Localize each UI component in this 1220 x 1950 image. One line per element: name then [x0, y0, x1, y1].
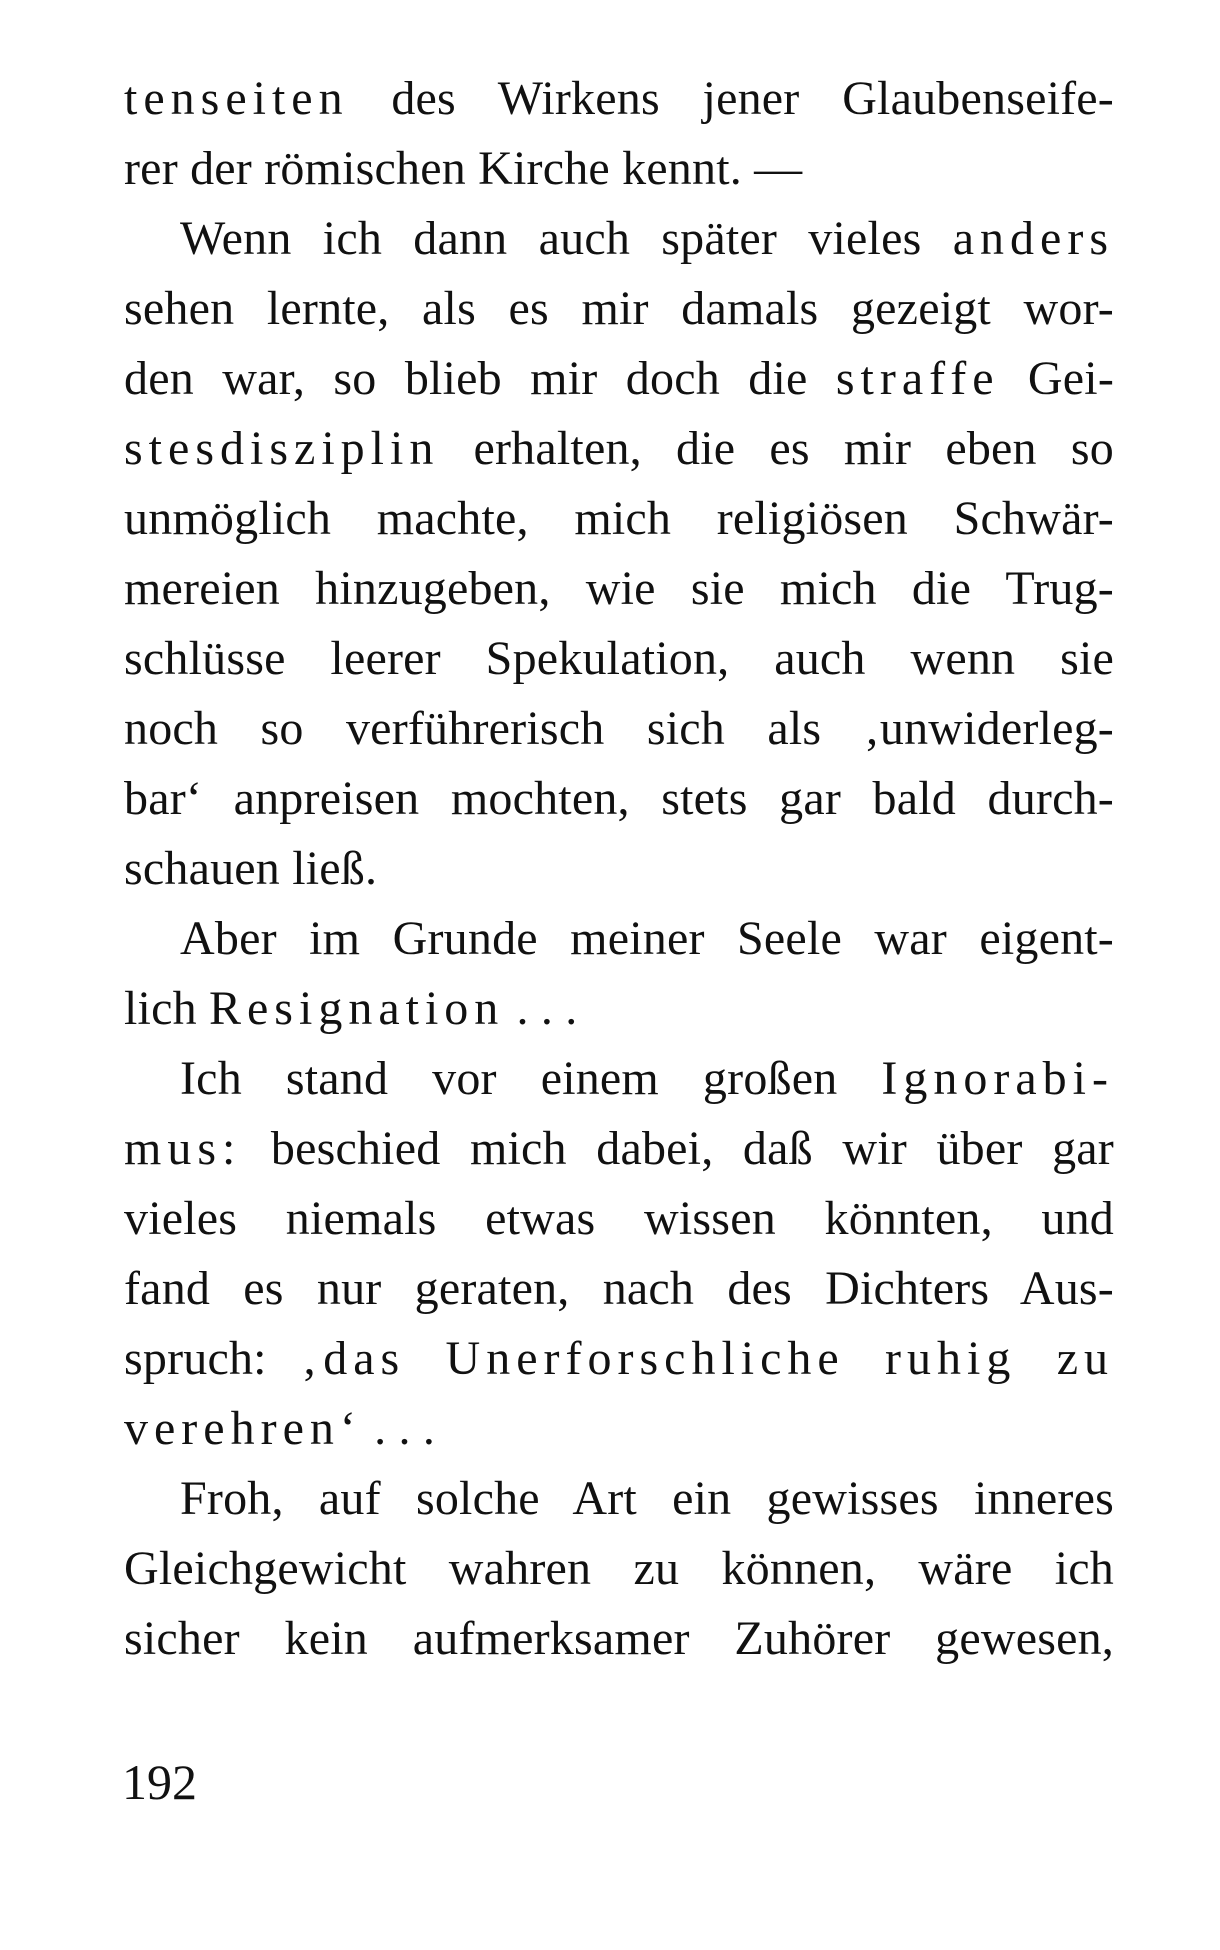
text-segment: Froh, auf solche Art ein gewisses inneres	[180, 1472, 1114, 1525]
spaced-emphasis-text: anders	[952, 212, 1114, 265]
spaced-emphasis-text: stesdisziplin	[124, 422, 440, 475]
text-segment: erhalten, die es mir eben so	[439, 422, 1114, 475]
text-line	[124, 274, 1114, 344]
text-segment: mereien hinzugeben, wie sie mich die Trug-	[124, 562, 1114, 615]
text-segment: sicher kein aufmerksamer Zuhörer gewesen,	[124, 1612, 1114, 1665]
text-segment: Gleichgewicht wahren zu können, wäre ich	[124, 1542, 1114, 1595]
text-line	[124, 1534, 1114, 1604]
text-segment: des Wirkens jener Glaubenseife-	[348, 72, 1114, 125]
text-segment: lich	[124, 982, 209, 1035]
text-line	[124, 554, 1114, 624]
text-line	[124, 1254, 1114, 1324]
text-line	[124, 134, 1114, 204]
text-segment: Wenn ich dann auch später vieles	[180, 212, 953, 265]
text-segment: beschied mich dabei, daß wir über gar	[241, 1122, 1114, 1175]
spaced-emphasis-text: mus:	[124, 1122, 242, 1175]
text-line	[124, 904, 1114, 974]
text-segment: schlüsse leerer Spekulation, auch wenn sie	[124, 632, 1114, 685]
text-line	[124, 1324, 1114, 1394]
text-line	[124, 694, 1114, 764]
text-line	[124, 834, 1114, 904]
text-segment: schauen ließ.	[124, 842, 378, 895]
text-segment: . . .	[504, 982, 578, 1035]
spaced-emphasis-text: Ignorabi-	[881, 1052, 1114, 1105]
text-segment: noch so verführerisch sich als ‚unwiderleg-	[124, 702, 1114, 755]
text-line	[124, 204, 1114, 274]
page-number: 192	[122, 1754, 197, 1810]
text-segment: rer der römischen Kirche kennt. —	[124, 142, 803, 195]
spaced-emphasis-text: tenseiten	[124, 72, 349, 125]
text-segment: Aber im Grunde meiner Seele war eigent-	[180, 912, 1114, 965]
text-line	[124, 1464, 1114, 1534]
text-segment: Ich stand vor einem großen	[180, 1052, 882, 1105]
spaced-emphasis-text: ‚das Unerforschliche ruhig zu	[301, 1332, 1114, 1385]
text-line	[124, 1114, 1114, 1184]
text-line	[124, 974, 1114, 1044]
text-line	[124, 764, 1114, 834]
text-line	[124, 64, 1114, 134]
text-line	[124, 414, 1114, 484]
text-line	[124, 624, 1114, 694]
spaced-emphasis-text: Resignation	[208, 982, 505, 1035]
text-segment: bar‘ anpreisen mochten, stets gar bald durch-	[124, 772, 1114, 825]
text-segment: unmöglich machte, mich religiösen Schwär-	[124, 492, 1114, 545]
text-line	[124, 1394, 1114, 1464]
spaced-emphasis-text: straffe	[835, 352, 1000, 405]
text-segment: . . .	[361, 1402, 436, 1455]
text-segment: den war, so blieb mir doch die	[124, 352, 836, 405]
body-text	[124, 64, 1114, 1674]
text-line	[124, 1604, 1114, 1674]
text-segment: vieles niemals etwas wissen könnten, und	[124, 1192, 1114, 1245]
spaced-emphasis-text: verehren‘	[124, 1402, 362, 1455]
text-line	[124, 1044, 1114, 1114]
text-segment: sehen lernte, als es mir damals gezeigt wor-	[124, 282, 1114, 335]
text-line	[124, 484, 1114, 554]
text-line	[124, 1184, 1114, 1254]
text-line	[124, 344, 1114, 414]
text-segment: fand es nur geraten, nach des Dichters Aus-	[124, 1262, 1114, 1315]
text-segment: Gei-	[999, 352, 1114, 405]
text-segment: spruch:	[124, 1332, 302, 1385]
